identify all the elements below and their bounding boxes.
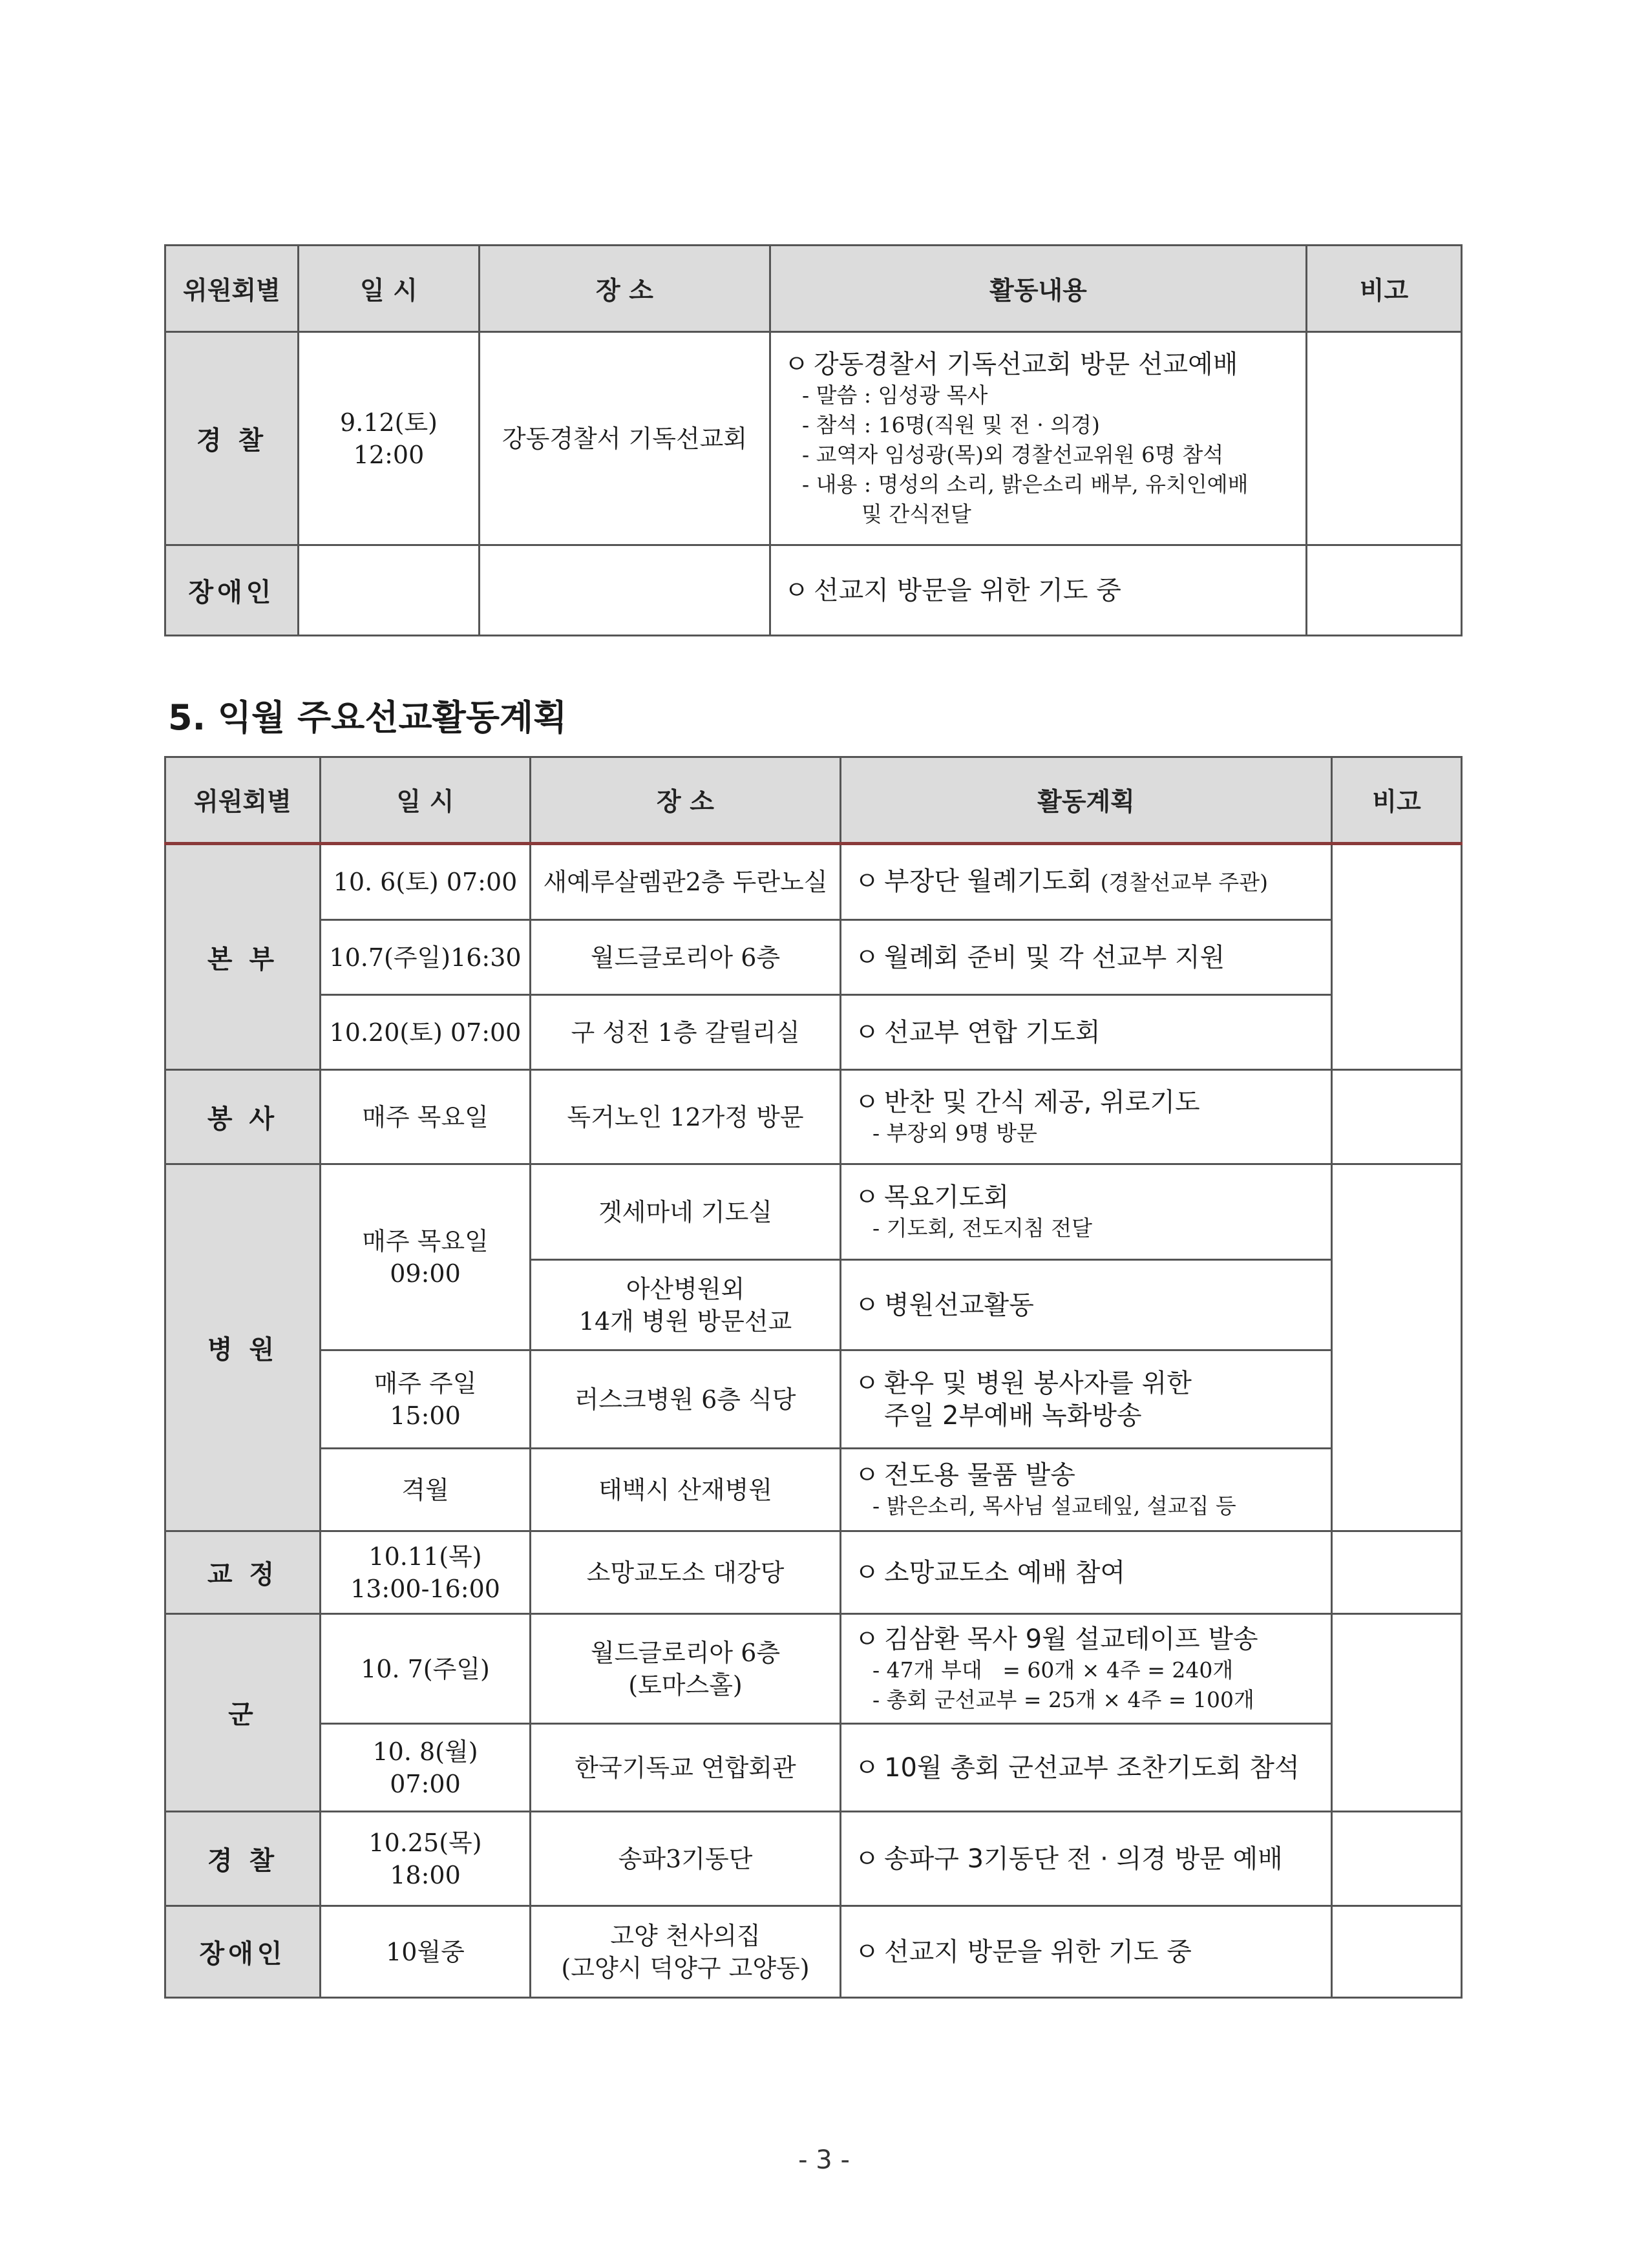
table-row bbox=[165, 1350, 1462, 1449]
place-cell: 독거노인 12가정 방문 bbox=[531, 1070, 841, 1164]
header-date: 일 시 bbox=[299, 246, 480, 332]
committee-cell: 봉 사 bbox=[165, 1070, 321, 1164]
committee-cell: 병 원 bbox=[165, 1164, 321, 1531]
bullet-icon: ㅇ bbox=[854, 1017, 880, 1047]
date-cell: 10.11(목) 13:00-16:00 bbox=[321, 1531, 531, 1614]
table-row bbox=[165, 332, 1462, 545]
header-place: 장 소 bbox=[531, 757, 841, 844]
note-cell bbox=[1332, 1812, 1462, 1906]
place-cell: 아산병원외 14개 병원 방문선교 bbox=[531, 1260, 841, 1350]
plan-cell: ㅇ 송파구 3기동단 전 · 의경 방문 예배 bbox=[841, 1812, 1332, 1906]
header-note: 비고 bbox=[1332, 757, 1462, 844]
place-cell: 한국기독교 연합회관 bbox=[531, 1724, 841, 1812]
committee-cell: 교 정 bbox=[165, 1531, 321, 1614]
place-cell: 월드글로리아 6층 bbox=[531, 920, 841, 995]
bullet-icon: ㅇ bbox=[784, 575, 809, 605]
committee-cell: 장애인 bbox=[165, 545, 299, 636]
table-row bbox=[165, 1724, 1462, 1812]
place-cell: 태백시 산재병원 bbox=[531, 1449, 841, 1531]
date-cell: 10. 6(토) 07:00 bbox=[321, 844, 531, 920]
date-cell: 매주 목요일 bbox=[321, 1070, 531, 1164]
table-row bbox=[165, 545, 1462, 636]
place-cell bbox=[480, 545, 770, 636]
header-activity: 활동내용 bbox=[770, 246, 1307, 332]
note-cell bbox=[1307, 545, 1462, 636]
plan-cell: ㅇ 월례회 준비 및 각 선교부 지원 bbox=[841, 920, 1332, 995]
table-row bbox=[165, 1614, 1462, 1724]
header-note: 비고 bbox=[1307, 246, 1462, 332]
bullet-icon: ㅇ bbox=[854, 1087, 880, 1117]
date-cell: 10.25(목) 18:00 bbox=[321, 1812, 531, 1906]
table-row bbox=[165, 1812, 1462, 1906]
next-month-plan-table bbox=[164, 756, 1463, 1999]
place-cell: 구 성전 1층 갈릴리실 bbox=[531, 995, 841, 1070]
place-cell: 송파3기동단 bbox=[531, 1812, 841, 1906]
plan-cell: ㅇ 병원선교활동 bbox=[841, 1260, 1332, 1350]
table-row bbox=[165, 1070, 1462, 1164]
current-activities-table bbox=[164, 244, 1463, 636]
header-committee: 위원회별 bbox=[165, 246, 299, 332]
header-place: 장 소 bbox=[480, 246, 770, 332]
bullet-icon: ㅇ bbox=[854, 1752, 880, 1783]
bullet-icon: ㅇ bbox=[854, 1290, 880, 1320]
place-cell: 소망교도소 대강당 bbox=[531, 1531, 841, 1614]
note-cell bbox=[1332, 1906, 1462, 1998]
bullet-icon: ㅇ bbox=[854, 1557, 880, 1588]
bullet-icon: ㅇ bbox=[854, 1368, 880, 1398]
note-cell bbox=[1332, 1070, 1462, 1164]
plan-cell: ㅇ 환우 및 병원 봉사자를 위한 주일 2부예배 녹화방송 bbox=[841, 1350, 1332, 1449]
date-cell: 격월 bbox=[321, 1449, 531, 1531]
date-cell bbox=[299, 545, 480, 636]
table-row bbox=[165, 995, 1462, 1070]
plan-cell: ㅇ 전도용 물품 발송 - 밝은소리, 목사님 설교테잎, 설교집 등 bbox=[841, 1449, 1332, 1531]
place-cell: 겟세마네 기도실 bbox=[531, 1164, 841, 1260]
date-cell: 10. 8(월) 07:00 bbox=[321, 1724, 531, 1812]
place-cell: 강동경찰서 기독선교회 bbox=[480, 332, 770, 545]
committee-cell: 군 bbox=[165, 1614, 321, 1812]
committee-cell: 경 찰 bbox=[165, 1812, 321, 1906]
bullet-icon: ㅇ bbox=[854, 1624, 880, 1654]
date-cell: 매주 목요일 09:00 bbox=[321, 1164, 531, 1350]
note-cell bbox=[1332, 1164, 1462, 1531]
plan-cell: ㅇ 선교부 연합 기도회 bbox=[841, 995, 1332, 1070]
activity-cell: ㅇ 선교지 방문을 위한 기도 중 bbox=[770, 545, 1307, 636]
plan-cell: ㅇ 반찬 및 간식 제공, 위로기도 - 부장외 9명 방문 bbox=[841, 1070, 1332, 1164]
table-row bbox=[165, 1164, 1462, 1260]
place-cell: 고양 천사의집 (고양시 덕양구 고양동) bbox=[531, 1906, 841, 1998]
table-row bbox=[165, 1906, 1462, 1998]
bullet-icon: ㅇ bbox=[854, 1937, 880, 1967]
section-heading: 5. 익월 주요선교활동계획 bbox=[168, 697, 567, 738]
note-cell bbox=[1332, 844, 1462, 1070]
date-cell: 10월중 bbox=[321, 1906, 531, 1998]
committee-cell: 장애인 bbox=[165, 1906, 321, 1998]
bullet-icon: ㅇ bbox=[784, 349, 809, 379]
date-cell: 9.12(토) 12:00 bbox=[299, 332, 480, 545]
bullet-icon: ㅇ bbox=[854, 866, 880, 896]
header-plan: 활동계획 bbox=[841, 757, 1332, 844]
table-row bbox=[165, 1449, 1462, 1531]
header-committee: 위원회별 bbox=[165, 757, 321, 844]
plan-cell: ㅇ 선교지 방문을 위한 기도 중 bbox=[841, 1906, 1332, 1998]
table-row bbox=[165, 844, 1462, 920]
place-cell: 새예루살렘관2층 두란노실 bbox=[531, 844, 841, 920]
bullet-icon: ㅇ bbox=[854, 1460, 880, 1490]
committee-cell: 경 찰 bbox=[165, 332, 299, 545]
bullet-icon: ㅇ bbox=[854, 942, 880, 972]
activity-cell: ㅇ 강동경찰서 기독선교회 방문 선교예배 - 말씀 : 임성광 목사 - 참석 : 16명(직원 및 전 · 의경) - 교역자 임성광(목)외 경찰선교위원 6명 참석 - 내용 : 명성의 소리, 밝은소리 배부, 유치인예배 및 간식전달 bbox=[770, 332, 1307, 545]
header-date: 일 시 bbox=[321, 757, 531, 844]
plan-cell: ㅇ 부장단 월례기도회 (경찰선교부 주관) bbox=[841, 844, 1332, 920]
note-cell bbox=[1307, 332, 1462, 545]
table-row bbox=[165, 920, 1462, 995]
place-cell: 월드글로리아 6층 (토마스홀) bbox=[531, 1614, 841, 1724]
table-row bbox=[165, 1531, 1462, 1614]
page-number: - 3 - bbox=[798, 2145, 850, 2175]
plan-cell: ㅇ 10월 총회 군선교부 조찬기도회 참석 bbox=[841, 1724, 1332, 1812]
bullet-icon: ㅇ bbox=[854, 1182, 880, 1212]
note-cell bbox=[1332, 1614, 1462, 1812]
date-cell: 매주 주일 15:00 bbox=[321, 1350, 531, 1449]
date-cell: 10.7(주일)16:30 bbox=[321, 920, 531, 995]
plan-cell: ㅇ 김삼환 목사 9월 설교테이프 발송 - 47개 부대 = 60개 × 4주 = 240개 - 총회 군선교부 = 25개 × 4주 = 100개 bbox=[841, 1614, 1332, 1724]
place-cell: 러스크병원 6층 식당 bbox=[531, 1350, 841, 1449]
plan-cell: ㅇ 목요기도회 - 기도회, 전도지침 전달 bbox=[841, 1164, 1332, 1260]
plan-cell: ㅇ 소망교도소 예배 참여 bbox=[841, 1531, 1332, 1614]
date-cell: 10. 7(주일) bbox=[321, 1614, 531, 1724]
committee-cell: 본 부 bbox=[165, 844, 321, 1070]
bullet-icon: ㅇ bbox=[854, 1843, 880, 1874]
note-cell bbox=[1332, 1531, 1462, 1614]
date-cell: 10.20(토) 07:00 bbox=[321, 995, 531, 1070]
